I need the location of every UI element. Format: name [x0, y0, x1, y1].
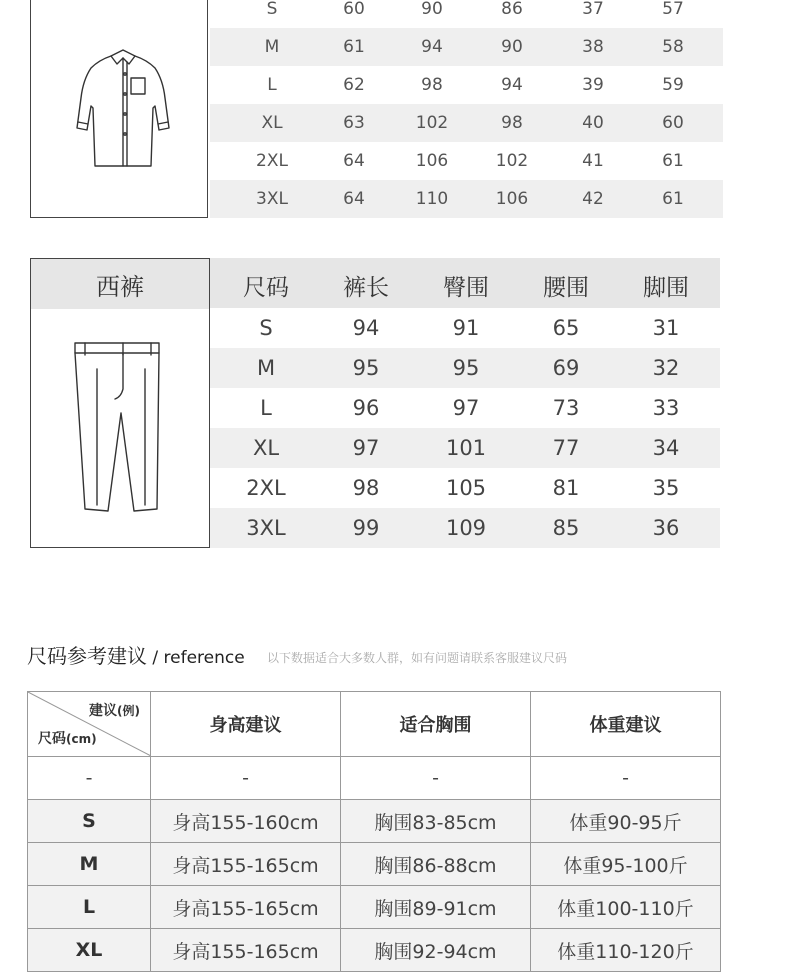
trousers-illustration-panel [30, 258, 210, 548]
table-cell: 90 [421, 0, 443, 19]
shirt-icon [31, 0, 209, 218]
size-cell: M [264, 37, 280, 57]
size-cell: XL [28, 929, 151, 972]
corner-top-text: 建议 [89, 703, 118, 719]
table-cell: 34 [652, 436, 680, 460]
table-header-row [28, 692, 721, 757]
table-row [210, 66, 723, 104]
table-cell: 73 [552, 396, 580, 420]
table-cell: 98 [421, 75, 443, 95]
reference-note: 以下数据适合大多数人群，如有问题请联系客服建议尺码 [267, 651, 568, 665]
table-cell: 40 [582, 113, 604, 133]
table-row [210, 180, 723, 218]
table-cell: 61 [343, 37, 365, 57]
table-cell: 60 [662, 113, 684, 133]
table-cell: - [341, 757, 531, 800]
table-cell: 69 [552, 356, 580, 380]
size-cell: S [266, 0, 278, 19]
size-cell: M [256, 356, 276, 380]
table-cell: 94 [352, 316, 380, 340]
corner-top-unit: (例) [117, 704, 140, 718]
table-cell: 85 [552, 516, 580, 540]
column-header: 尺码 [243, 275, 289, 301]
table-cell: 体重100-110斤 [531, 886, 721, 929]
table-cell: 体重110-120斤 [531, 929, 721, 972]
column-header: 脚围 [643, 275, 689, 301]
table-cell: 90 [501, 37, 523, 57]
table-row [28, 929, 721, 972]
table-cell: 97 [452, 396, 480, 420]
table-cell: 62 [343, 75, 365, 95]
table-cell: 身高155-160cm [151, 800, 341, 843]
table-cell: 39 [582, 75, 604, 95]
table-cell: 41 [582, 151, 604, 171]
table-cell: 95 [452, 356, 480, 380]
table-cell: 61 [662, 151, 684, 171]
size-cell: - [28, 757, 151, 800]
shirt-illustration-panel [30, 0, 208, 218]
table-cell: 58 [662, 37, 684, 57]
reference-title-en: / reference [147, 648, 245, 668]
table-cell: 64 [343, 189, 365, 209]
table-cell: 77 [552, 436, 580, 460]
table-cell: 59 [662, 75, 684, 95]
table-cell: 94 [501, 75, 523, 95]
table-cell: 胸围86-88cm [341, 843, 531, 886]
trousers-title: 西裤 [31, 259, 209, 309]
size-cell: XL [252, 436, 280, 460]
reference-title-zh: 尺码参考建议 [27, 644, 147, 668]
reference-title [27, 640, 245, 669]
table-cell: 体重90-95斤 [531, 800, 721, 843]
table-cell: 38 [582, 37, 604, 57]
corner-bottom-unit: (cm) [66, 732, 97, 746]
table-row [210, 308, 720, 348]
size-cell: 3XL [246, 516, 286, 540]
table-cell: 64 [343, 151, 365, 171]
size-cell: S [28, 800, 151, 843]
size-cell: L [267, 75, 277, 95]
table-cell: 99 [352, 516, 380, 540]
corner-label-size [38, 728, 97, 748]
table-cell: 94 [421, 37, 443, 57]
table-cell: 95 [352, 356, 380, 380]
table-cell: 63 [343, 113, 365, 133]
table-cell: 91 [452, 316, 480, 340]
table-cell: 胸围92-94cm [341, 929, 531, 972]
table-cell: 身高155-165cm [151, 843, 341, 886]
table-row [210, 348, 720, 388]
table-cell: - [531, 757, 721, 800]
table-cell: 102 [495, 151, 529, 171]
table-row [210, 468, 720, 508]
table-cell: 57 [662, 0, 684, 19]
table-cell: - [151, 757, 341, 800]
table-cell: 胸围89-91cm [341, 886, 531, 929]
size-cell: 3XL [256, 189, 288, 209]
trousers-size-table [210, 258, 720, 548]
column-header: 身高建议 [151, 692, 341, 757]
table-row [210, 142, 723, 180]
column-header: 臀围 [443, 275, 489, 301]
table-cell: 36 [652, 516, 680, 540]
table-cell: 33 [652, 396, 680, 420]
table-cell: 110 [415, 189, 449, 209]
table-cell: 102 [415, 113, 449, 133]
table-cell: 31 [652, 316, 680, 340]
table-row [210, 0, 723, 28]
table-cell: 86 [501, 0, 523, 19]
table-row [28, 800, 721, 843]
size-cell: L [28, 886, 151, 929]
table-cell: 97 [352, 436, 380, 460]
shirt-size-table [210, 0, 723, 218]
table-cell: 61 [662, 189, 684, 209]
table-cell: 105 [445, 476, 487, 500]
size-cell: 2XL [246, 476, 286, 500]
table-cell: 体重95-100斤 [531, 843, 721, 886]
table-cell: 42 [582, 189, 604, 209]
table-cell: 胸围83-85cm [341, 800, 531, 843]
column-header: 适合胸围 [341, 692, 531, 757]
trousers-icon [31, 309, 209, 547]
table-cell: 98 [352, 476, 380, 500]
table-cell: 60 [343, 0, 365, 19]
table-row [28, 886, 721, 929]
size-reference-table [27, 691, 721, 972]
table-cell: 32 [652, 356, 680, 380]
table-cell: 身高155-165cm [151, 929, 341, 972]
table-header-row [210, 258, 720, 308]
size-cell: S [259, 316, 273, 340]
table-cell: 37 [582, 0, 604, 19]
table-row [28, 757, 721, 800]
size-cell: XL [261, 113, 283, 133]
table-cell: 109 [445, 516, 487, 540]
table-row [210, 508, 720, 548]
table-row [28, 843, 721, 886]
table-cell: 35 [652, 476, 680, 500]
table-cell: 81 [552, 476, 580, 500]
table-cell: 101 [445, 436, 487, 460]
table-row [210, 428, 720, 468]
size-cell: M [28, 843, 151, 886]
column-header: 体重建议 [531, 692, 721, 757]
size-cell: 2XL [256, 151, 288, 171]
corner-bottom-text: 尺码 [38, 731, 66, 747]
table-cell: 身高155-165cm [151, 886, 341, 929]
table-cell: 106 [495, 189, 529, 209]
size-cell: L [260, 396, 272, 420]
table-cell: 98 [501, 113, 523, 133]
table-cell: 106 [415, 151, 449, 171]
table-row [210, 104, 723, 142]
corner-label-suggestion [89, 700, 140, 720]
table-row [210, 388, 720, 428]
table-row [210, 28, 723, 66]
column-header: 腰围 [543, 275, 589, 301]
corner-header-cell [28, 692, 151, 757]
table-cell: 65 [552, 316, 580, 340]
column-header: 裤长 [343, 275, 389, 301]
table-cell: 96 [352, 396, 380, 420]
